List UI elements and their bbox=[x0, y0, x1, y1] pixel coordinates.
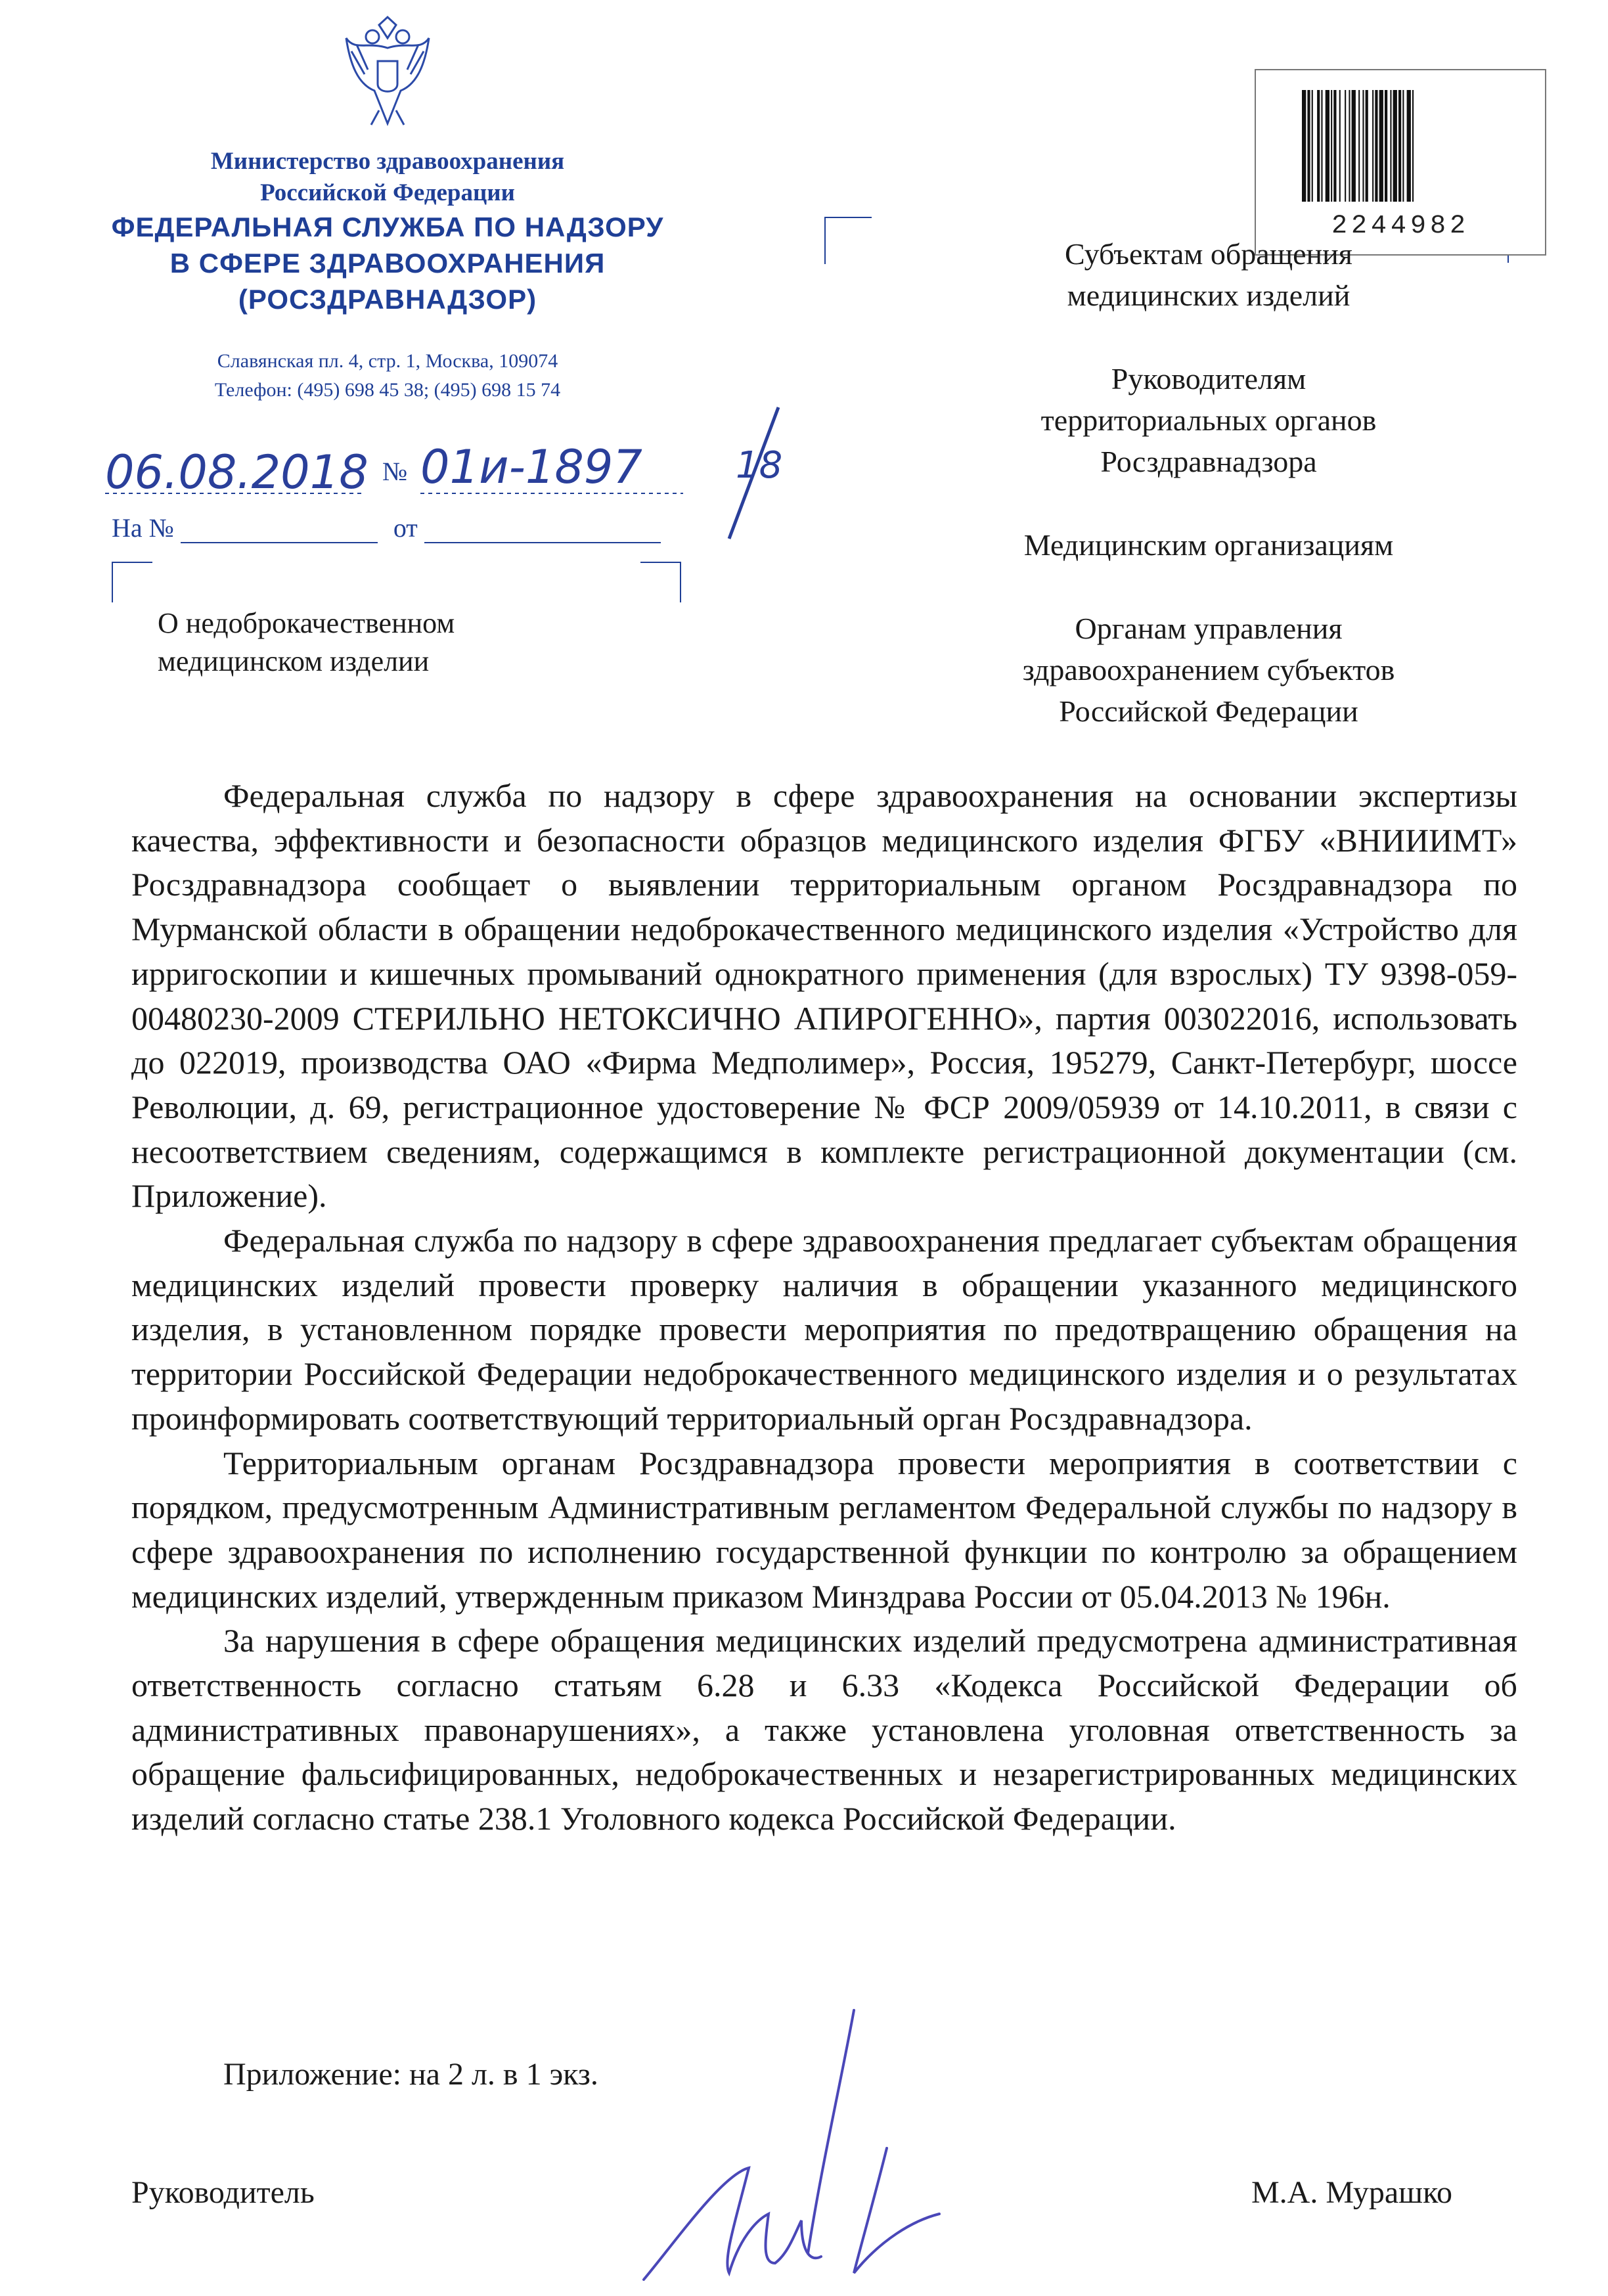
address-block bbox=[53, 347, 723, 405]
recipient-line: Росздравнадзора bbox=[1100, 445, 1317, 478]
reference-line bbox=[112, 512, 661, 543]
barcode-bar bbox=[1407, 90, 1411, 202]
barcode-bar bbox=[1326, 90, 1329, 202]
barcode-bar bbox=[1358, 90, 1360, 202]
recipient-line: Медицинским организациям bbox=[1023, 528, 1394, 562]
barcode-bar bbox=[1321, 90, 1322, 202]
barcode-bar bbox=[1398, 90, 1401, 202]
barcode-bar bbox=[1352, 90, 1356, 202]
body-paragraph: Территориальным органам Росздравнадзора провести мероприятия в соответствии с порядком, предусмотренным Административным регламентом Федеральной службы по надзору в сфере здравоохранения по исполнению государственной функции по контролю за обращением медицинских изделий, утвержденным приказом Минздрава России от 05.04.2013 № 196н. bbox=[131, 1444, 1517, 1615]
barcode-bar bbox=[1366, 90, 1368, 202]
recipient-line: Руководителям bbox=[1111, 362, 1306, 395]
number-symbol: № bbox=[382, 457, 408, 486]
barcode-bar bbox=[1390, 90, 1391, 202]
recipient-line: Российской Федерации bbox=[1059, 694, 1358, 728]
barcode-icon bbox=[1302, 90, 1499, 202]
corner-mark bbox=[640, 562, 681, 602]
barcode-bar bbox=[1312, 90, 1313, 202]
body-paragraph: Федеральная служба по надзору в сфере здравоохранения на основании экспертизы качества, эффективности и безопасности образцов медицинского изделия ФГБУ «ВНИИИМТ» Росздравнадзора сообщает о выявлении территориальным органом Росздравнадзора по Мурманской области в обращении недоброкачественного медицинского изделия «Устройство для ирригоскопии и кишечных промываний однократного применения (для взрослых) ТУ 9398-059-00480230-2009 СТЕРИЛЬНО НЕТОКСИЧНО АПИРОГЕННО», партия 003022016, использовать до 022019, производства ОАО «Фирма Медполимер», Россия, 195279, Санкт-Петербург, шоссе Революции, д. 69, регистрационное удостоверение № ФСР 2009/05939 от 14.10.2011, в связи с несоответствием сведениям, содержащимся в комплекте регистрационной документации (см. Приложение). bbox=[131, 777, 1517, 1215]
attachment-note: Приложение: на 2 л. в 1 экз. bbox=[223, 2057, 598, 2092]
signer-name: М.А. Мурашко bbox=[1251, 2175, 1452, 2210]
recipient-line: Субъектам обращения bbox=[1065, 237, 1352, 271]
barcode-bar bbox=[1331, 90, 1332, 202]
letter-body bbox=[131, 774, 1517, 1841]
ot-label: от bbox=[393, 513, 418, 543]
barcode-bar bbox=[1349, 90, 1350, 202]
barcode-bar bbox=[1345, 90, 1346, 202]
barcode-number: 2244982 bbox=[1331, 212, 1470, 241]
na-field bbox=[181, 518, 378, 543]
barcode-bar bbox=[1362, 90, 1364, 202]
recipients-block bbox=[893, 233, 1524, 774]
recipient-line: территориальных органов bbox=[1040, 403, 1377, 437]
barcode-bar bbox=[1372, 90, 1374, 202]
recipient-line: медицинских изделий bbox=[1067, 279, 1351, 312]
corner-mark bbox=[112, 562, 152, 602]
signature-icon bbox=[624, 2004, 966, 2293]
ot-field bbox=[424, 518, 661, 543]
corner-mark bbox=[824, 217, 872, 264]
barcode-bar bbox=[1412, 90, 1414, 202]
body-paragraph: Федеральная служба по надзору в сфере здравоохранения предлагает субъектам обращения медицинских изделий провести проверку наличия в обращении указанного медицинского изделия, в установленном порядке провести мероприятия по предотвращению обращения на территории Российской Федерации недоброкачественного медицинского изделия и о результатах проинформировать соответствующий территориальный орган Росздравнадзора. bbox=[131, 1222, 1517, 1437]
service-line: (РОСЗДРАВНАДЗОР) bbox=[238, 284, 537, 315]
barcode-bar bbox=[1379, 90, 1383, 202]
body-paragraph: За нарушения в сфере обращения медицинских изделий предусмотрена административная ответственность согласно статьям 6.28 и 6.33 «Кодекса Российской Федерации об административных правонарушениях», а также установлена уголовная ответственность за обращение фальсифицированных, недоброкачественных и незарегистрированных медицинских изделий согласно статье 238.1 Уголовного кодекса Российской Федерации. bbox=[131, 1622, 1517, 1837]
phone-line: Телефон: (495) 698 45 38; (495) 698 15 74 bbox=[214, 379, 561, 401]
barcode-bar bbox=[1402, 90, 1404, 202]
barcode-bar bbox=[1317, 90, 1320, 202]
na-label: На № bbox=[112, 513, 174, 543]
service-line: В СФЕРЕ ЗДРАВООХРАНЕНИЯ bbox=[169, 248, 606, 279]
barcode-bar bbox=[1375, 90, 1377, 202]
ministry-line: Министерство здравоохранения bbox=[210, 148, 565, 175]
number-underline bbox=[420, 489, 683, 497]
recipient-group bbox=[893, 524, 1524, 566]
signer-role: Руководитель bbox=[131, 2175, 315, 2210]
barcode-bar bbox=[1339, 90, 1341, 202]
recipient-group bbox=[893, 233, 1524, 316]
date-underline bbox=[105, 489, 361, 497]
barcode-bar bbox=[1385, 90, 1387, 202]
registration-year: 18 bbox=[736, 444, 783, 487]
barcode-bar bbox=[1302, 90, 1306, 202]
barcode-bar bbox=[1307, 90, 1310, 202]
barcode-sticker bbox=[1255, 69, 1546, 256]
subject-block bbox=[158, 604, 617, 681]
service-name bbox=[53, 209, 723, 317]
subject-line: О недоброкачественном bbox=[158, 607, 455, 639]
recipient-line: Органам управления bbox=[1075, 612, 1343, 645]
recipient-line: здравоохранением субъектов bbox=[1022, 653, 1395, 687]
registration-number: 01и-1897 bbox=[420, 440, 642, 494]
service-line: ФЕДЕРАЛЬНАЯ СЛУЖБА ПО НАДЗОРУ bbox=[111, 212, 664, 242]
registration-date: 06.08.2018 bbox=[105, 445, 368, 499]
barcode-bar bbox=[1333, 90, 1336, 202]
recipient-group bbox=[893, 358, 1524, 482]
recipient-group bbox=[893, 608, 1524, 732]
ministry-name bbox=[53, 146, 723, 209]
subject-line: медицинском изделии bbox=[158, 645, 430, 677]
ministry-line: Российской Федерации bbox=[260, 179, 515, 206]
address-line: Славянская пл. 4, стр. 1, Москва, 109074 bbox=[217, 350, 558, 372]
barcode-bar bbox=[1393, 90, 1397, 202]
coat-of-arms-icon bbox=[338, 12, 437, 130]
